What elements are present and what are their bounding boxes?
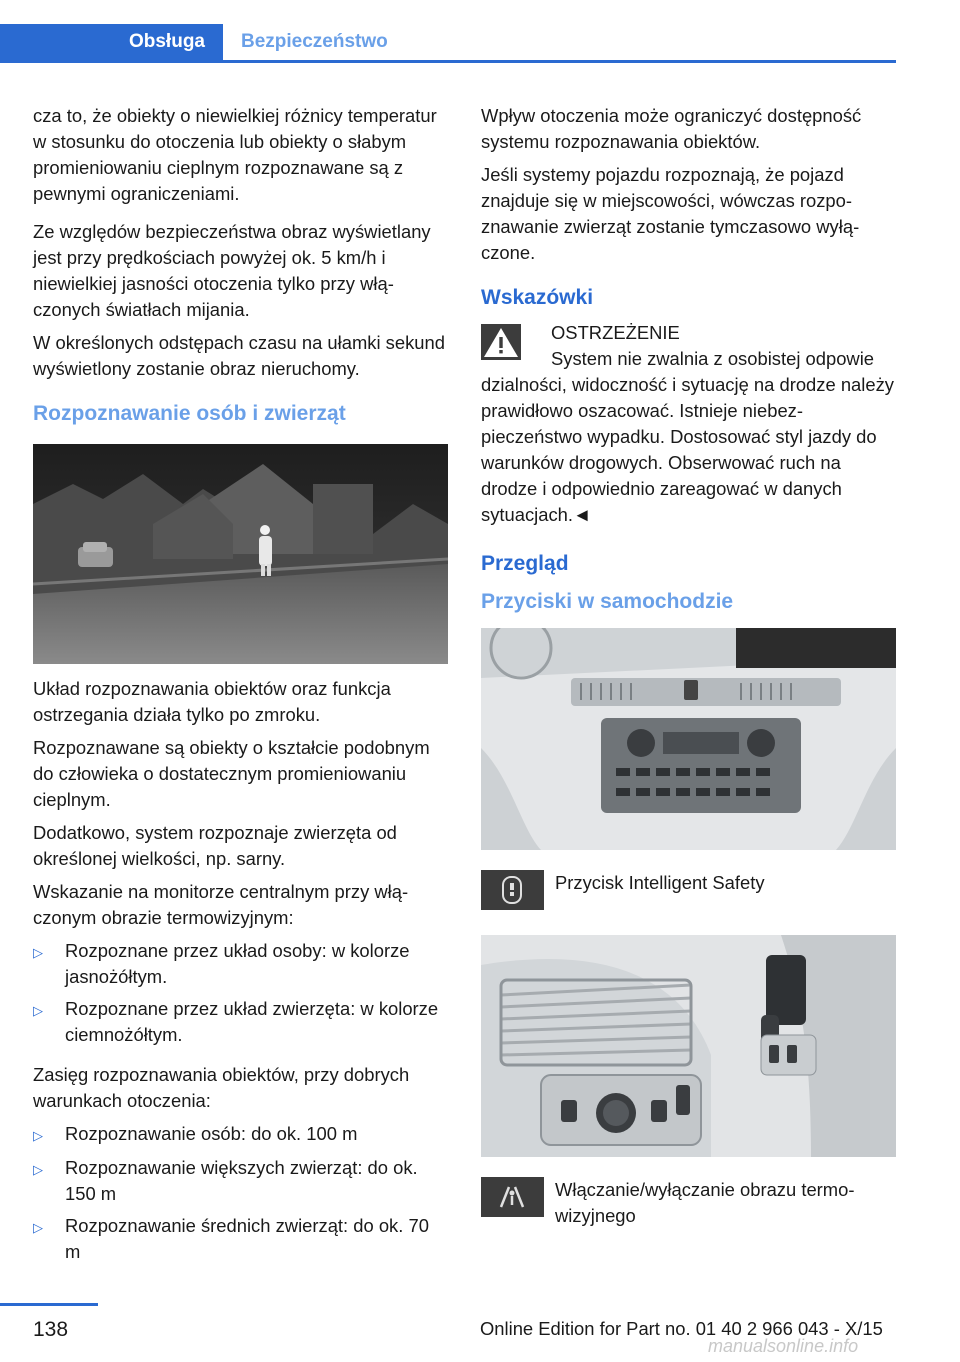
edition-text: Online Edition for Part no. 01 40 2 966 043 - X/15 bbox=[480, 1318, 883, 1339]
triangle-bullet-icon: ▷ bbox=[33, 945, 43, 960]
list-item: ▷ Rozpoznane przez układ zwierzęta: w kolorze ciemnożółtym. bbox=[33, 996, 448, 1048]
left-column bbox=[33, 103, 448, 1271]
button-label: Włączanie/wyłączanie obrazu termowizyjnego bbox=[555, 1179, 855, 1226]
tab-bezpieczenstwo[interactable]: Bezpieczeństwo bbox=[241, 31, 388, 52]
header-divider bbox=[0, 60, 896, 63]
list-item: ▷ Rozpoznane przez układ osoby: w kolorze jasnożółtym. bbox=[33, 938, 448, 990]
triangle-bullet-icon: ▷ bbox=[33, 1128, 43, 1143]
warning-block bbox=[481, 320, 897, 528]
section-subheading: Przyciski w samochodzie bbox=[481, 590, 734, 613]
warning-icon bbox=[481, 320, 551, 372]
center-console-image bbox=[481, 628, 896, 850]
bullet-list bbox=[33, 1121, 448, 1265]
warning-title: OSTRZEŻENIE bbox=[551, 322, 680, 343]
triangle-bullet-icon: ▷ bbox=[33, 1162, 43, 1177]
list-item: ▷ Rozpoznawanie osób: do ok. 100 m bbox=[33, 1121, 448, 1149]
warning-text: System nie zwalnia z osobistej odpowie bbox=[551, 348, 875, 369]
paragraph: Wskazanie na monitorze centralnym przy włączonym obrazie termowizyjnym: bbox=[33, 881, 409, 928]
tab-obsluga[interactable]: Obsługa bbox=[0, 24, 223, 62]
paragraph: Dodatkowo, system rozpoznaje zwierzęta od określonej wielkości, np. sarny. bbox=[33, 822, 397, 869]
paragraph: Układ rozpoznawania obiektów oraz funkcja ostrzegania działa tylko po zmroku. bbox=[33, 678, 391, 725]
button-legend-row bbox=[481, 1177, 897, 1229]
paragraph: Rozpoznawane są obiekty o kształcie podobnym do człowieka o dostatecznym promieniowaniu cieplnym. bbox=[33, 737, 430, 810]
section-heading: Wskazówki bbox=[481, 286, 594, 309]
button-legend-row bbox=[481, 870, 897, 917]
paragraph: cza to, że obiekty o niewielkiej różnicy temperatur w stosunku do otoczenia lub obiekty o słabym promieniowaniu cieplnym rozpoznawane są z pewnymi ograniczeniami. bbox=[33, 105, 437, 204]
page-number: 138 bbox=[33, 1318, 69, 1341]
paragraph: Zasięg rozpoznawania obiektów, przy dobrych warunkach otoczenia: bbox=[33, 1064, 410, 1111]
button-label: Przycisk Intelligent Safety bbox=[555, 872, 765, 893]
intelligent-safety-button-icon[interactable] bbox=[481, 870, 555, 917]
light-switch-image bbox=[481, 935, 896, 1157]
paragraph: Wpływ otoczenia może ograniczyć dostępność systemu rozpoznawania obiektów. bbox=[481, 105, 862, 152]
warning-text: dzialności, widoczność i sytuację na drodze należy prawidłowo oszacować. Istnieje niebezpieczeństwo wypadku. Dostosować styl jazdy do warunków drogowych. Obserwować ruch na drodze i odpowiednio zareagować w danych sytuacjach.◄ bbox=[481, 374, 894, 525]
paragraph: Jeśli systemy pojazdu rozpoznają, że pojazd znajduje się w miejscowości, wówczas rozpoznawanie zwierząt zostanie tymczasowo wyłączone. bbox=[481, 164, 860, 263]
list-item: ▷ Rozpoznawanie większych zwierząt: do ok. 150 m bbox=[33, 1155, 448, 1207]
right-column bbox=[481, 103, 897, 1229]
section-heading: Przegląd bbox=[481, 552, 569, 575]
watermark: manualsonline.info bbox=[708, 1336, 859, 1356]
paragraph: W określonych odstępach czasu na ułamki sekund wyświetlony zostanie obraz nieruchomy. bbox=[33, 332, 445, 379]
footer-divider bbox=[0, 1303, 98, 1306]
triangle-bullet-icon: ▷ bbox=[33, 1220, 43, 1235]
bullet-list bbox=[33, 938, 448, 1048]
paragraph: Ze względów bezpieczeństwa obraz wyświetlany jest przy prędkościach powyżej ok. 5 km/h i niewielkiej jasności otoczenia tylko przy włączonych światłach mijania. bbox=[33, 221, 431, 320]
thermal-image bbox=[33, 444, 448, 664]
triangle-bullet-icon: ▷ bbox=[33, 1003, 43, 1018]
page-header bbox=[0, 0, 960, 62]
list-item: ▷ Rozpoznawanie średnich zwierząt: do ok. 70 m bbox=[33, 1213, 448, 1265]
section-heading: Rozpoznawanie osób i zwierząt bbox=[33, 402, 346, 425]
night-vision-button-icon[interactable] bbox=[481, 1177, 555, 1229]
